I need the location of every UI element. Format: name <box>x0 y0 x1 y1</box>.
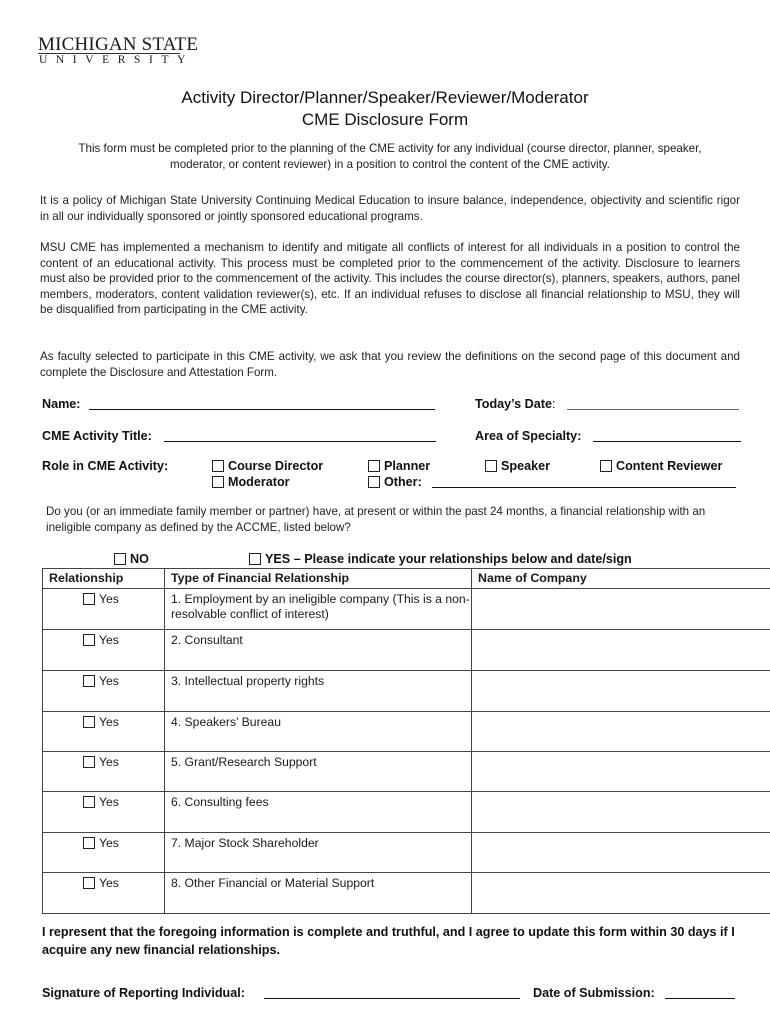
todays-date-label: Today’s Date: <box>475 397 556 411</box>
yes-checkbox[interactable] <box>83 634 95 646</box>
yes-checkbox[interactable] <box>83 716 95 728</box>
type-cell: 5. Grant/Research Support <box>165 752 472 792</box>
table-row <box>43 792 770 833</box>
type-cell: 6. Consulting fees <box>165 792 472 833</box>
speaker-checkbox[interactable] <box>485 460 497 472</box>
yes-checkbox[interactable] <box>83 593 95 605</box>
table-row <box>43 589 770 630</box>
specialty-field[interactable] <box>593 441 741 442</box>
table-row <box>43 873 770 914</box>
relationship-cell[interactable]: Yes <box>43 873 165 914</box>
submission-date-field[interactable] <box>665 998 735 999</box>
type-cell: 7. Major Stock Shareholder <box>165 833 472 873</box>
role-planner[interactable]: Planner <box>368 459 430 473</box>
role-course-director[interactable]: Course Director <box>212 459 323 473</box>
header-relationship: Relationship <box>43 569 165 589</box>
role-moderator[interactable]: Moderator <box>212 475 290 489</box>
msu-logo-wordmark: MICHIGAN STATE <box>38 34 199 55</box>
yes-checkbox[interactable] <box>83 877 95 889</box>
policy-paragraph: It is a policy of Michigan State University Continuing Medical Education to insure balance, independence, objectivity and scientific rigor in all our individually sponsored or jointly sponsored educational programs. <box>40 194 740 223</box>
type-cell: 4. Speakers’ Bureau <box>165 712 472 752</box>
table-row <box>43 712 770 752</box>
signature-field[interactable] <box>264 998 520 999</box>
intro-paragraph: This form must be completed prior to the planning of the CME activity for any individual (course director, planner, speaker, moderator, or content reviewer) in a position to control the content of the CME activity. <box>78 142 702 171</box>
cme-title-field[interactable] <box>164 441 436 442</box>
form-subtitle: CME Disclosure Form <box>301 110 469 129</box>
role-other[interactable]: Other: <box>368 475 422 489</box>
table-header-row <box>43 569 770 589</box>
type-cell: 2. Consultant <box>165 630 472 671</box>
table-row <box>43 671 770 712</box>
role-speaker[interactable]: Speaker <box>485 459 550 473</box>
relationship-cell[interactable]: Yes <box>43 752 165 792</box>
relationship-cell[interactable]: Yes <box>43 712 165 752</box>
header-company: Name of Company <box>472 569 770 589</box>
yes-checkbox[interactable] <box>83 756 95 768</box>
table-row <box>43 752 770 792</box>
role-content-reviewer[interactable]: Content Reviewer <box>600 459 722 473</box>
relationship-cell[interactable]: Yes <box>43 833 165 873</box>
signature-label: Signature of Reporting Individual: <box>42 986 245 1000</box>
yes-checkbox[interactable] <box>249 553 261 565</box>
company-cell[interactable] <box>472 671 770 712</box>
relationship-cell[interactable]: Yes <box>43 630 165 671</box>
type-cell: 8. Other Financial or Material Support <box>165 873 472 914</box>
cme-title-label: CME Activity Title: <box>42 429 152 443</box>
specialty-label: Area of Specialty: <box>475 429 582 443</box>
company-cell[interactable] <box>472 792 770 833</box>
planner-checkbox[interactable] <box>368 460 380 472</box>
relationship-cell[interactable]: Yes <box>43 671 165 712</box>
content-reviewer-checkbox[interactable] <box>600 460 612 472</box>
msu-logo-subtitle: UNIVERSITY <box>39 54 194 66</box>
relationships-table <box>42 568 770 914</box>
company-cell[interactable] <box>472 630 770 671</box>
company-cell[interactable] <box>472 589 770 630</box>
company-cell[interactable] <box>472 712 770 752</box>
other-checkbox[interactable] <box>368 476 380 488</box>
relationship-cell[interactable]: Yes <box>43 589 165 630</box>
yes-checkbox[interactable] <box>83 796 95 808</box>
logo-divider <box>38 53 180 54</box>
type-cell: 3. Intellectual property rights <box>165 671 472 712</box>
no-checkbox[interactable] <box>114 553 126 565</box>
moderator-checkbox[interactable] <box>212 476 224 488</box>
table-row <box>43 630 770 671</box>
answer-no[interactable]: NO <box>114 552 149 566</box>
submission-date-label: Date of Submission: <box>533 986 655 1000</box>
relationship-cell[interactable]: Yes <box>43 792 165 833</box>
table-row <box>43 833 770 873</box>
course-director-checkbox[interactable] <box>212 460 224 472</box>
todays-date-field[interactable] <box>567 409 739 410</box>
other-role-field[interactable] <box>432 487 736 488</box>
header-type: Type of Financial Relationship <box>165 569 472 589</box>
form-title: Activity Director/Planner/Speaker/Reviewer/Moderator <box>181 88 589 107</box>
yes-checkbox[interactable] <box>83 837 95 849</box>
mechanism-paragraph: MSU CME has implemented a mechanism to identify and mitigate all conflicts of interest for all individuals in a position to control the content of an educational activity. This process must be completed prior to the commencement of the activity. Disclosure to learners must also be provided prior to the commencement of the activity. This includes the course director(s), planners, speakers, authors, panel members, moderators, content validation reviewer(s), etc. If an individual refuses to disclose all financial relationship to MSU, they will be disqualified from participating in the CME activity. <box>40 241 740 316</box>
disclosure-question: Do you (or an immediate family member or partner) have, at present or within the past 24 months, a financial relationship with an ineligible company as defined by the ACCME, listed below? <box>46 505 706 534</box>
company-cell[interactable] <box>472 752 770 792</box>
type-cell: 1. Employment by an ineligible company (This is a non-resolvable conflict of interest) <box>165 589 472 630</box>
yes-checkbox[interactable] <box>83 675 95 687</box>
name-field[interactable] <box>89 409 435 410</box>
faculty-paragraph: As faculty selected to participate in this CME activity, we ask that you review the definitions on the second page of this document and complete the Disclosure and Attestation Form. <box>40 350 740 379</box>
company-cell[interactable] <box>472 873 770 914</box>
answer-yes[interactable]: YES – Please indicate your relationships below and date/sign <box>249 552 632 566</box>
role-label: Role in CME Activity: <box>42 459 169 473</box>
name-label: Name: <box>42 397 81 411</box>
company-cell[interactable] <box>472 833 770 873</box>
attestation-statement: I represent that the foregoing information is complete and truthful, and I agree to update this form within 30 days if I acquire any new financial relationships. <box>42 925 735 957</box>
